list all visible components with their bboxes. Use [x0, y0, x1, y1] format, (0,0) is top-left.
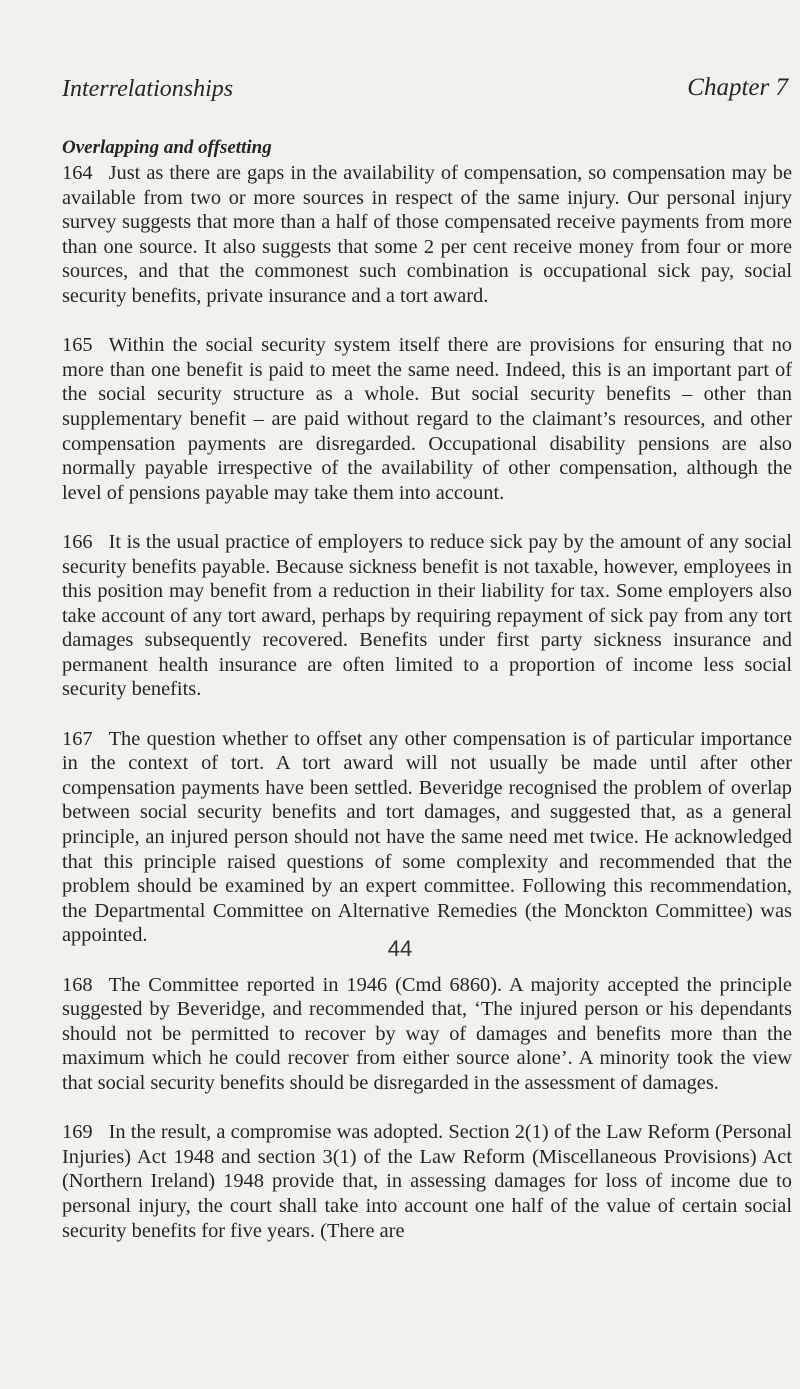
paragraph-text: It is the usual practice of employers to reduce sick pay by the amount of any social security benefits payable. Because sickness benefit is not taxable, however, employees in this position may benefit from a reduction in their liability for tax. Some employers also take account of any tort award, perhaps by requiring repayment of sick pay from any tort damages subsequently recovered. Benefits under first party sickness insurance and permanent health insurance are often limited to a proportion of income less social security benefits. [62, 530, 792, 701]
paragraph-number: 169 [62, 1121, 93, 1144]
paragraph-number: 165 [62, 334, 93, 357]
paragraph-169 [62, 1120, 792, 1243]
paragraph-text: In the result, a compromise was adopted. Section 2(1) of the Law Reform (Personal Injuries) Act 1948 and section 3(1) of the Law Reform (Miscellaneous Provisions) Act (Northern Ireland) 1948 provide that, in assessing damages for loss of income due to personal injury, the court shall take into account one half of the value of certain social security benefits for five years. (There are [62, 1121, 792, 1242]
paragraph-text: Just as there are gaps in the availability of compensation, so compensation may be available from two or more sources in respect of the same injury. Our personal injury survey suggests that more than a half of those compensated receive payments from more than one source. It also suggests that some 2 per cent receive money from four or more sources, and that the commonest such combination is occupational sick pay, social security benefits, private insurance and a tort award. [62, 162, 792, 307]
header-title: Interrelationships [62, 76, 234, 102]
paragraph-164 [62, 161, 792, 309]
body-text [62, 161, 792, 1268]
paragraph-number: 167 [62, 727, 93, 750]
running-header [62, 76, 792, 110]
paragraph-165 [62, 333, 792, 505]
paragraph-168 [62, 973, 792, 1096]
header-chapter: Chapter 7 [687, 74, 788, 101]
paragraph-number: 164 [62, 162, 93, 184]
paragraph-166 [62, 530, 792, 702]
page-number: 44 [387, 936, 413, 961]
section-title: Overlapping and offsetting [62, 137, 272, 158]
paragraph-text: Within the social security system itself there are provisions for ensuring that no more than one benefit is paid to meet the same need. Indeed, this is an important part of the social security structure as a whole. But social security benefits – other than supplementary benefit – are paid without regard to the claimant’s resources, and other compensation payments are disregarded. Occupational disability pensions are also normally payable irrespective of the availability of other compensation, although the level of pensions payable may take them into account. [62, 334, 792, 504]
paragraph-number: 166 [62, 530, 93, 553]
paragraph-text: The question whether to offset any other compensation is of particular importance in the context of tort. A tort award will not usually be made until after other compensation payments have been settled. Beveridge recognised the problem of overlap between social security benefits and tort damages, and suggested that, as a general principle, an injured person should not have the same need met twice. He acknowledged that this principle raised questions of some complexity and recommended that the problem should be examined by an expert committee. Following this recommendation, the Departmental Committee on Alternative Remedies (the Monckton Committee) was appointed. [62, 727, 792, 947]
paragraph-number: 168 [62, 973, 93, 996]
paragraph-text: The Committee reported in 1946 (Cmd 6860). A majority accepted the principle suggested by Beveridge, and recommended that, ‘The injured person or his dependants should not be permitted to recover by way of damages and benefits more than the maximum which he could recover from either source alone’. A minority took the view that social security benefits should be disregarded in the assessment of damages. [62, 973, 792, 1094]
paragraph-167 [62, 727, 792, 948]
